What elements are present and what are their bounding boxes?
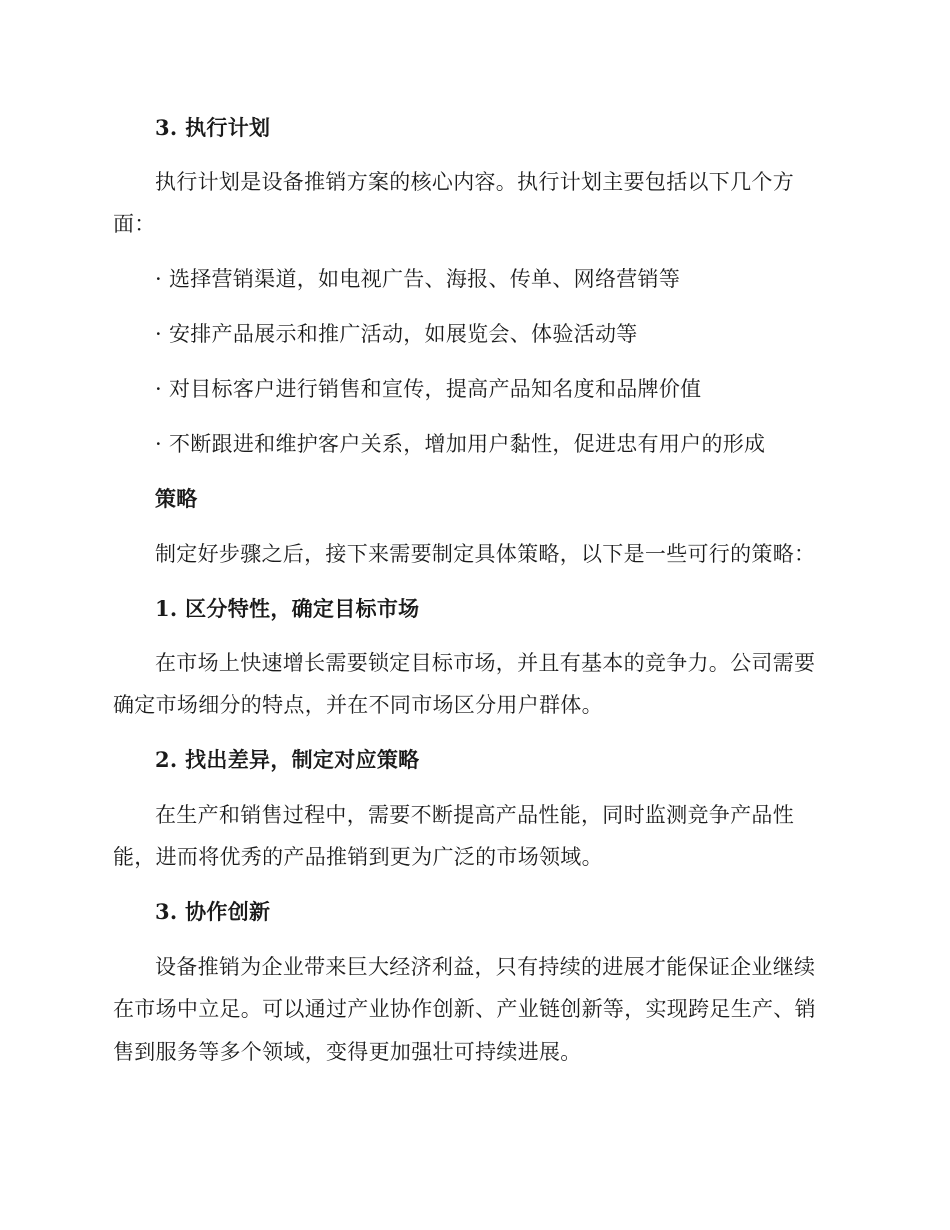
paragraph-line: 在生产和销售过程中，需要不断提高产品性能，同时监测竞争产品性 — [155, 803, 794, 827]
subsection-heading-1: 1. 区分特性，确定目标市场 — [155, 596, 420, 621]
paragraph-line: 设备推销为企业带来巨大经济利益，只有持续的进展才能保证企业继续 — [155, 955, 816, 979]
subsection-heading-2: 2. 找出差异，制定对应策略 — [155, 747, 420, 772]
paragraph-line: 执行计划是设备推销方案的核心内容。执行计划主要包括以下几个方 — [155, 170, 794, 194]
bullet-item: · 安排产品展示和推广活动，如展览会、体验活动等 — [155, 322, 638, 346]
paragraph-line: 在市场中立足。可以通过产业协作创新、产业链创新等，实现跨足生产、销 — [113, 997, 816, 1021]
subsection-heading-3: 3. 协作创新 — [155, 899, 271, 924]
bullet-item: · 对目标客户进行销售和宣传，提高产品知名度和品牌价值 — [155, 377, 702, 401]
bullet-item: · 不断跟进和维护客户关系，增加用户黏性，促进忠有用户的形成 — [155, 432, 766, 456]
bullet-item: · 选择营销渠道，如电视广告、海报、传单、网络营销等 — [155, 267, 681, 291]
paragraph-line: 制定好步骤之后，接下来需要制定具体策略，以下是一些可行的策略： — [155, 542, 816, 566]
section-heading-strategy: 策略 — [155, 486, 198, 511]
paragraph-line: 在市场上快速增长需要锁定目标市场，并且有基本的竞争力。公司需要 — [155, 651, 816, 675]
paragraph-line: 售到服务等多个领域，变得更加强壮可持续进展。 — [113, 1040, 582, 1064]
paragraph-line: 确定市场细分的特点，并在不同市场区分用户群体。 — [113, 693, 603, 717]
section-heading-execution-plan: 3. 执行计划 — [155, 115, 271, 140]
paragraph-line: 面： — [113, 212, 156, 236]
paragraph-line: 能，进而将优秀的产品推销到更为广泛的市场领域。 — [113, 845, 603, 869]
